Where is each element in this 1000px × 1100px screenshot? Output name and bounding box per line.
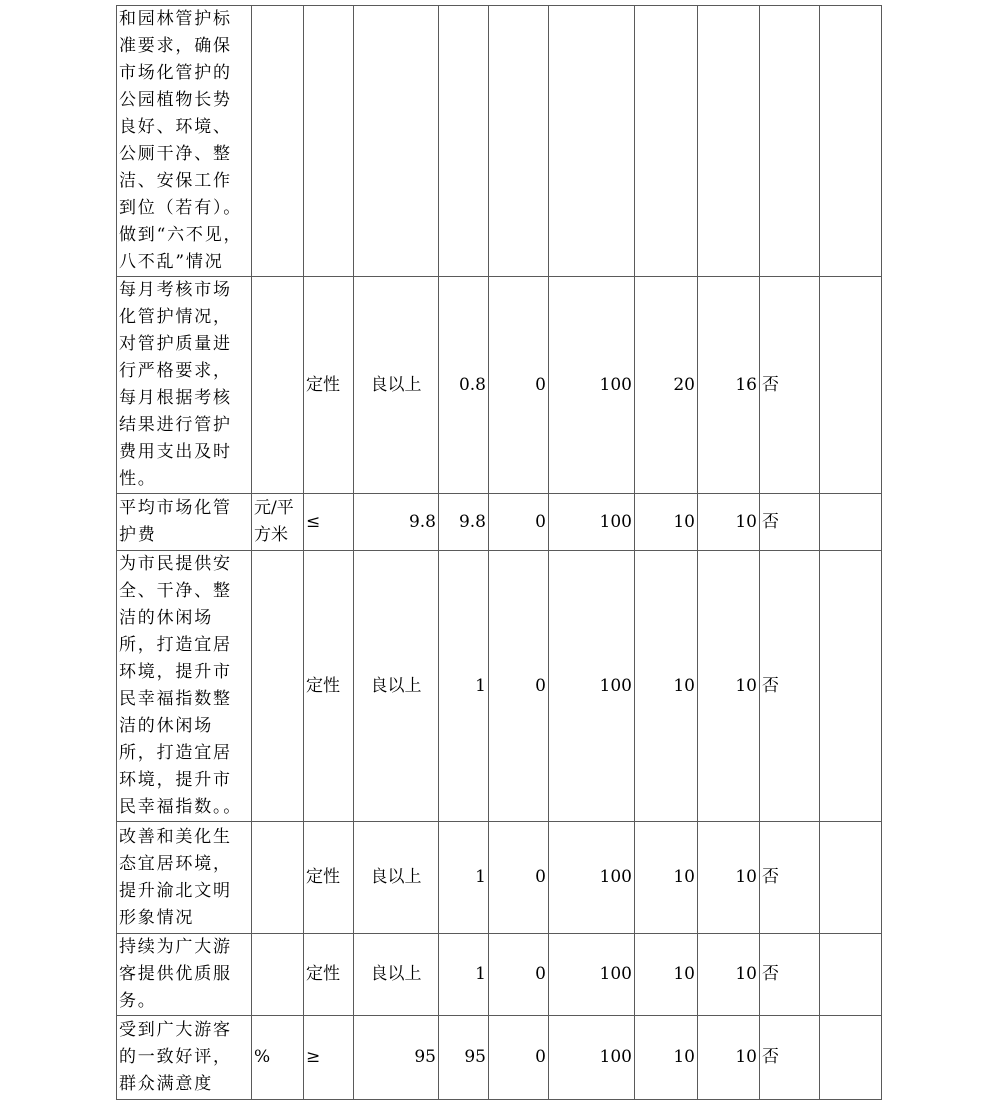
target-cell: [354, 6, 439, 277]
flag-cell: [760, 6, 820, 277]
indicator-description: 持续为广大游客提供优质服务。: [117, 934, 252, 1016]
value-cell: 1: [439, 822, 489, 934]
full-score-cell: 10: [635, 822, 698, 934]
table-row: [117, 277, 882, 494]
max-cell: [549, 6, 635, 277]
max-cell: 100: [549, 934, 635, 1016]
full-score-cell: 10: [635, 934, 698, 1016]
flag-cell: 否: [760, 934, 820, 1016]
full-score-cell: 10: [635, 551, 698, 822]
unit-cell: [252, 822, 304, 934]
target-cell: 95: [354, 1016, 439, 1100]
table-row: [117, 934, 882, 1016]
table-row: [117, 494, 882, 551]
table-row: [117, 1016, 882, 1100]
min-cell: 0: [489, 551, 549, 822]
note-cell: [820, 551, 882, 822]
operator-cell: ≤: [304, 494, 354, 551]
note-cell: [820, 822, 882, 934]
score-cell: 10: [698, 551, 760, 822]
min-cell: 0: [489, 1016, 549, 1100]
max-cell: 100: [549, 277, 635, 494]
note-cell: [820, 934, 882, 1016]
operator-cell: 定性: [304, 822, 354, 934]
value-cell: [439, 6, 489, 277]
target-cell: 良以上: [354, 551, 439, 822]
full-score-cell: 10: [635, 494, 698, 551]
indicator-description: 每月考核市场化管护情况，对管护质量进行严格要求，每月根据考核结果进行管护费用支出及时性。: [117, 277, 252, 494]
flag-cell: 否: [760, 822, 820, 934]
min-cell: 0: [489, 822, 549, 934]
indicator-table: [116, 5, 882, 1100]
score-cell: 16: [698, 277, 760, 494]
unit-cell: [252, 934, 304, 1016]
operator-cell: [304, 6, 354, 277]
table-row: [117, 822, 882, 934]
unit-cell: [252, 6, 304, 277]
max-cell: 100: [549, 551, 635, 822]
min-cell: 0: [489, 934, 549, 1016]
value-cell: 0.8: [439, 277, 489, 494]
flag-cell: 否: [760, 494, 820, 551]
target-cell: 良以上: [354, 822, 439, 934]
value-cell: 9.8: [439, 494, 489, 551]
score-cell: 10: [698, 934, 760, 1016]
flag-cell: 否: [760, 277, 820, 494]
min-cell: 0: [489, 494, 549, 551]
indicator-description: 和园林管护标准要求，确保市场化管护的公园植物长势良好、环境、公厕干净、整洁、安保工作到位（若有）。做到“六不见，八不乱”情况: [117, 6, 252, 277]
flag-cell: 否: [760, 551, 820, 822]
full-score-cell: [635, 6, 698, 277]
full-score-cell: 20: [635, 277, 698, 494]
operator-cell: 定性: [304, 934, 354, 1016]
value-cell: 1: [439, 934, 489, 1016]
note-cell: [820, 1016, 882, 1100]
score-cell: 10: [698, 822, 760, 934]
max-cell: 100: [549, 494, 635, 551]
operator-cell: 定性: [304, 551, 354, 822]
max-cell: 100: [549, 822, 635, 934]
operator-cell: 定性: [304, 277, 354, 494]
flag-cell: 否: [760, 1016, 820, 1100]
note-cell: [820, 494, 882, 551]
full-score-cell: 10: [635, 1016, 698, 1100]
note-cell: [820, 277, 882, 494]
score-cell: 10: [698, 494, 760, 551]
indicator-description: 平均市场化管护费: [117, 494, 252, 551]
score-cell: [698, 6, 760, 277]
table-row: [117, 551, 882, 822]
unit-cell: [252, 551, 304, 822]
score-cell: 10: [698, 1016, 760, 1100]
indicator-description: 改善和美化生态宜居环境，提升渝北文明形象情况: [117, 822, 252, 934]
min-cell: 0: [489, 277, 549, 494]
value-cell: 1: [439, 551, 489, 822]
value-cell: 95: [439, 1016, 489, 1100]
indicator-description: 为市民提供安全、干净、整洁的休闲场所，打造宜居环境，提升市民幸福指数整洁的休闲场所，打造宜居环境，提升市民幸福指数。。: [117, 551, 252, 822]
note-cell: [820, 6, 882, 277]
indicator-description: 受到广大游客的一致好评，群众满意度: [117, 1016, 252, 1100]
target-cell: 良以上: [354, 934, 439, 1016]
unit-cell: %: [252, 1016, 304, 1100]
unit-cell: [252, 277, 304, 494]
table-row: [117, 6, 882, 277]
min-cell: [489, 6, 549, 277]
max-cell: 100: [549, 1016, 635, 1100]
unit-cell: 元/平方米: [252, 494, 304, 551]
operator-cell: ≥: [304, 1016, 354, 1100]
target-cell: 9.8: [354, 494, 439, 551]
target-cell: 良以上: [354, 277, 439, 494]
